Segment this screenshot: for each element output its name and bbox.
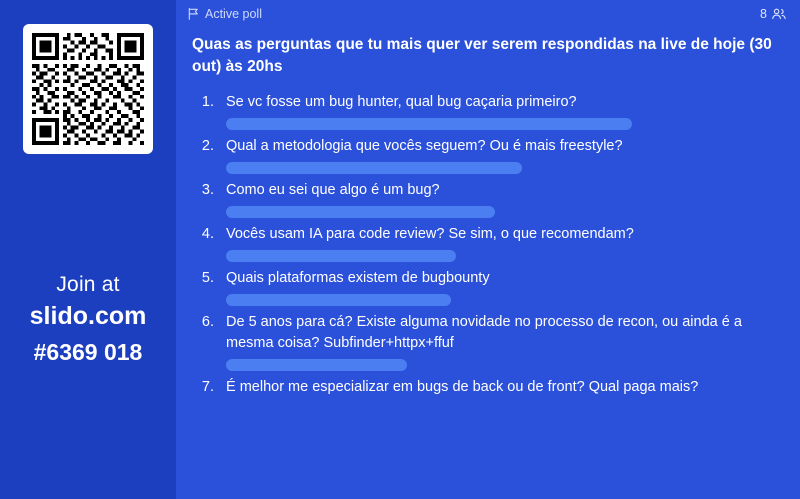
poll-option-text: Se vc fosse um bug hunter, qual bug caçaria primeiro? [226,94,577,110]
join-at-label: Join at [56,273,120,296]
join-domain-label: slido.com [29,301,147,330]
poll-option-index: 6. [201,314,214,331]
poll-panel [176,0,800,499]
poll-option-bar-fill [226,206,495,218]
participants-count: 8 [760,7,767,21]
poll-option-bar-track [226,250,774,262]
poll-option-5[interactable] [198,268,774,306]
poll-option-bar-fill [226,118,632,130]
poll-status [188,7,262,21]
poll-option-bar-track [226,162,774,174]
poll-option-index: 3. [201,182,214,199]
qr-code-icon [32,33,144,145]
poll-option-index: 4. [201,226,214,243]
people-icon [772,8,786,20]
qr-code-frame [23,24,153,154]
poll-option-bar-track [226,118,774,130]
poll-option-text: De 5 anos para cá? Existe alguma novidade no processo de recon, ou ainda é a mesma coisa? Subfinder+httpx+ffuf [226,314,742,352]
poll-option-text: Vocês usam IA para code review? Se sim, o que recomendam? [226,226,634,243]
poll-option-index: 5. [201,270,214,287]
poll-status-label: Active poll [205,7,262,21]
join-code-label: #6369 018 [33,339,143,366]
poll-option-bar-track [226,359,774,371]
poll-option-3[interactable] [198,180,774,218]
poll-option-6[interactable] [198,312,774,371]
poll-option-text: Quais plataformas existem de bugbounty [226,270,490,287]
poll-option-text: É melhor me especializar em bugs de back ou de front? Qual paga mais? [226,379,699,396]
poll-option-1[interactable] [198,92,774,130]
poll-question: Quas as perguntas que tu mais quer ver serem respondidas na live de hoje (30 out) às 20hs [192,36,772,75]
poll-options-list [176,92,800,499]
poll-option-bar-track [226,206,774,218]
poll-option-text: Qual a metodologia que vocês seguem? Ou é mais freestyle? [226,138,623,155]
join-sidebar [0,0,176,499]
join-instructions [30,272,147,366]
poll-option-index: 7. [201,379,214,396]
poll-option-index: 1. [201,94,214,110]
poll-option-7[interactable] [198,377,774,398]
poll-topbar [176,0,800,28]
poll-option-4[interactable] [198,224,774,262]
poll-option-bar-fill [226,250,456,262]
participants-counter [760,7,786,21]
poll-option-2[interactable] [198,136,774,174]
poll-option-bar-track [226,294,774,306]
flag-icon [188,8,199,20]
poll-option-index: 2. [201,138,214,155]
poll-option-bar-fill [226,359,407,371]
poll-option-bar-fill [226,162,522,174]
poll-option-text: Como eu sei que algo é um bug? [226,182,440,199]
poll-option-bar-fill [226,294,451,306]
